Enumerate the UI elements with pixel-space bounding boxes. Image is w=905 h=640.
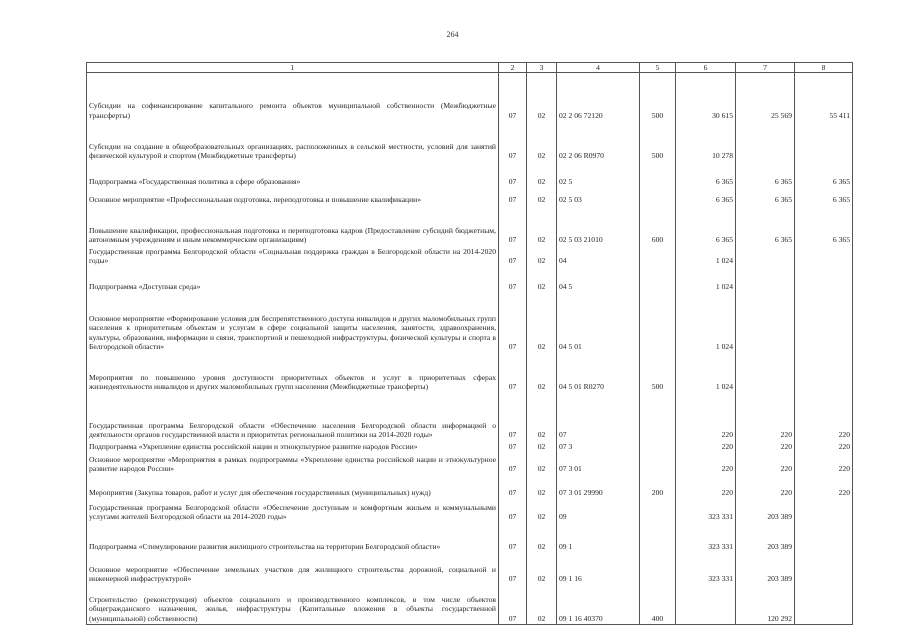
table-row <box>87 246 853 267</box>
amount-2020 <box>795 293 853 353</box>
row-name: Подпрограмма «Доступная среда» <box>87 267 499 293</box>
expense-type-code <box>640 267 676 293</box>
target-article-code: 02 2 06 72120 <box>557 73 640 121</box>
table-body <box>87 73 853 625</box>
amount-2019: 6 365 <box>736 206 795 246</box>
expense-type-code: 400 <box>640 585 676 625</box>
subsection-code: 02 <box>527 162 557 188</box>
target-article-code: 07 3 01 29990 <box>557 475 640 499</box>
row-name: Государственная программа Белгородской области «Социальная поддержка граждан в Белгородской области на 2014-2020 годы» <box>87 246 499 267</box>
section-code: 07 <box>499 246 527 267</box>
section-code: 07 <box>499 162 527 188</box>
subsection-code: 02 <box>527 353 557 393</box>
amount-2018: 6 365 <box>676 162 736 188</box>
target-article-code: 09 <box>557 499 640 523</box>
column-header: 3 <box>527 63 557 73</box>
subsection-code: 02 <box>527 475 557 499</box>
target-article-code: 04 <box>557 246 640 267</box>
column-header: 8 <box>795 63 853 73</box>
subsection-code: 02 <box>527 585 557 625</box>
amount-2020 <box>795 267 853 293</box>
subsection-code: 02 <box>527 393 557 441</box>
table-row <box>87 441 853 453</box>
row-name: Основное мероприятие «Обеспечение земельных участков для жилищного строительства дорожной, социальной и инженерной инфраструктурой» <box>87 553 499 585</box>
row-name: Строительство (реконструкция) объектов социального и производственного комплексов, в том числе объектов общегражданского назначения, жилья, инфраструктуры (Капитальные вложения в объекты государственной (муниципальной) собственности) <box>87 585 499 625</box>
subsection-code: 02 <box>527 121 557 162</box>
column-header: 2 <box>499 63 527 73</box>
amount-2019: 25 569 <box>736 73 795 121</box>
amount-2019: 6 365 <box>736 188 795 206</box>
amount-2019: 203 389 <box>736 553 795 585</box>
expense-type-code <box>640 246 676 267</box>
column-header: 1 <box>87 63 499 73</box>
table-row <box>87 453 853 475</box>
table-row <box>87 73 853 121</box>
row-name: Мероприятия (Закупка товаров, работ и услуг для обеспечения государственных (муниципальных) нужд) <box>87 475 499 499</box>
amount-2020: 55 411 <box>795 73 853 121</box>
amount-2019 <box>736 246 795 267</box>
expense-type-code: 200 <box>640 475 676 499</box>
target-article-code: 04 5 01 R0270 <box>557 353 640 393</box>
expense-type-code <box>640 553 676 585</box>
table-row <box>87 393 853 441</box>
table-row <box>87 499 853 523</box>
amount-2020: 6 365 <box>795 188 853 206</box>
subsection-code: 02 <box>527 553 557 585</box>
target-article-code: 09 1 16 <box>557 553 640 585</box>
subsection-code: 02 <box>527 246 557 267</box>
expense-type-code <box>640 441 676 453</box>
section-code: 07 <box>499 188 527 206</box>
section-code: 07 <box>499 353 527 393</box>
amount-2020 <box>795 121 853 162</box>
table-row <box>87 553 853 585</box>
subsection-code: 02 <box>527 73 557 121</box>
amount-2020: 220 <box>795 453 853 475</box>
expense-type-code <box>640 453 676 475</box>
section-code: 07 <box>499 553 527 585</box>
table-row <box>87 523 853 553</box>
target-article-code: 07 3 <box>557 441 640 453</box>
row-name: Основное мероприятие «Мероприятия в рамках подпрограммы «Укрепление единства российской нации и этнокультурное развитие народов России» <box>87 453 499 475</box>
row-name: Субсидии на создание в общеобразовательных организациях, расположенных в сельской местности, условий для занятий физической культурой и спортом (Межбюджетные трансферты) <box>87 121 499 162</box>
expense-type-code: 500 <box>640 121 676 162</box>
amount-2019 <box>736 353 795 393</box>
table-row <box>87 188 853 206</box>
subsection-code: 02 <box>527 499 557 523</box>
amount-2020: 6 365 <box>795 162 853 188</box>
amount-2018: 220 <box>676 393 736 441</box>
budget-table <box>86 62 853 625</box>
amount-2018: 30 615 <box>676 73 736 121</box>
expense-type-code <box>640 523 676 553</box>
amount-2019: 203 389 <box>736 523 795 553</box>
section-code: 07 <box>499 453 527 475</box>
expense-type-code: 600 <box>640 206 676 246</box>
amount-2020 <box>795 553 853 585</box>
target-article-code: 07 <box>557 393 640 441</box>
target-article-code: 07 3 01 <box>557 453 640 475</box>
amount-2019: 220 <box>736 453 795 475</box>
section-code: 07 <box>499 585 527 625</box>
target-article-code: 02 5 <box>557 162 640 188</box>
expense-type-code <box>640 293 676 353</box>
table-header-row <box>87 63 853 73</box>
page-number: 264 <box>446 30 459 39</box>
amount-2020 <box>795 585 853 625</box>
expense-type-code <box>640 188 676 206</box>
amount-2019: 220 <box>736 475 795 499</box>
row-name: Субсидии на софинансирование капитального ремонта объектов муниципальной собственности (Межбюджетные трансферты) <box>87 73 499 121</box>
table-row <box>87 353 853 393</box>
row-name: Основное мероприятие «Формирование условия для беспрепятственного доступа инвалидов и других маломобильных групп населения к приоритетным объектам и услугам в сфере социальной защиты населения, занятости, здравоохранения, культуры, образования, информации и связи, транспортной и пешеходной инфраструктуры, физической культуры и спорта в Белгородской области» <box>87 293 499 353</box>
row-name: Мероприятия по повышению уровня доступности приоритетных объектов и услуг в приоритетных сферах жизнедеятельности инвалидов и других маломобильных групп населения (Межбюджетные трансферты) <box>87 353 499 393</box>
section-code: 07 <box>499 475 527 499</box>
subsection-code: 02 <box>527 293 557 353</box>
amount-2018: 220 <box>676 441 736 453</box>
amount-2018: 323 331 <box>676 553 736 585</box>
amount-2020 <box>795 523 853 553</box>
amount-2019: 203 389 <box>736 499 795 523</box>
subsection-code: 02 <box>527 267 557 293</box>
column-header: 4 <box>557 63 640 73</box>
amount-2018: 1 024 <box>676 267 736 293</box>
target-article-code: 02 5 03 <box>557 188 640 206</box>
row-name: Подпрограмма «Стимулирование развития жилищного строительства на территории Белгородской области» <box>87 523 499 553</box>
amount-2019 <box>736 267 795 293</box>
amount-2018: 1 024 <box>676 293 736 353</box>
table-row <box>87 206 853 246</box>
section-code: 07 <box>499 73 527 121</box>
column-header: 6 <box>676 63 736 73</box>
row-name: Государственная программа Белгородской области «Обеспечение населения Белгородской области информацией о деятельности органов государственной власти и приоритетах региональной политики на 2014-2020 годы» <box>87 393 499 441</box>
target-article-code: 04 5 <box>557 267 640 293</box>
amount-2018: 220 <box>676 453 736 475</box>
target-article-code: 09 1 <box>557 523 640 553</box>
table-row <box>87 162 853 188</box>
target-article-code: 02 2 06 R0970 <box>557 121 640 162</box>
amount-2019: 220 <box>736 441 795 453</box>
subsection-code: 02 <box>527 206 557 246</box>
table-row <box>87 585 853 625</box>
subsection-code: 02 <box>527 523 557 553</box>
amount-2020 <box>795 246 853 267</box>
target-article-code: 04 5 01 <box>557 293 640 353</box>
amount-2018: 220 <box>676 475 736 499</box>
amount-2019: 6 365 <box>736 162 795 188</box>
target-article-code: 02 5 03 21010 <box>557 206 640 246</box>
subsection-code: 02 <box>527 453 557 475</box>
amount-2018: 1 024 <box>676 353 736 393</box>
subsection-code: 02 <box>527 188 557 206</box>
expense-type-code: 500 <box>640 73 676 121</box>
subsection-code: 02 <box>527 441 557 453</box>
amount-2018: 6 365 <box>676 188 736 206</box>
section-code: 07 <box>499 441 527 453</box>
expense-type-code <box>640 499 676 523</box>
row-name: Подпрограмма «Государственная политика в сфере образования» <box>87 162 499 188</box>
section-code: 07 <box>499 393 527 441</box>
row-name: Государственная программа Белгородской области «Обеспечение доступным и комфортным жильем и коммунальными услугами жителей Белгородской области на 2014-2020 годы» <box>87 499 499 523</box>
amount-2018: 10 278 <box>676 121 736 162</box>
amount-2018: 6 365 <box>676 206 736 246</box>
amount-2018: 323 331 <box>676 499 736 523</box>
amount-2020 <box>795 499 853 523</box>
expense-type-code <box>640 393 676 441</box>
amount-2019: 220 <box>736 393 795 441</box>
amount-2019 <box>736 121 795 162</box>
column-header: 7 <box>736 63 795 73</box>
section-code: 07 <box>499 523 527 553</box>
expense-type-code: 500 <box>640 353 676 393</box>
amount-2020: 220 <box>795 475 853 499</box>
section-code: 07 <box>499 206 527 246</box>
table-row <box>87 475 853 499</box>
table-row <box>87 293 853 353</box>
amount-2019 <box>736 293 795 353</box>
amount-2018: 323 331 <box>676 523 736 553</box>
amount-2020: 220 <box>795 441 853 453</box>
section-code: 07 <box>499 293 527 353</box>
column-header: 5 <box>640 63 676 73</box>
section-code: 07 <box>499 267 527 293</box>
expense-type-code <box>640 162 676 188</box>
section-code: 07 <box>499 121 527 162</box>
table-row <box>87 267 853 293</box>
row-name: Повышение квалификации, профессиональная подготовка и переподготовка кадров (Предоставление субсидий бюджетным, автономным учреждениям и иным некоммерческим организациям) <box>87 206 499 246</box>
table-row <box>87 121 853 162</box>
amount-2019: 120 292 <box>736 585 795 625</box>
amount-2020: 6 365 <box>795 206 853 246</box>
amount-2018: 1 024 <box>676 246 736 267</box>
row-name: Подпрограмма «Укрепление единства российской нации и этнокультурное развитие народов России» <box>87 441 499 453</box>
target-article-code: 09 1 16 40370 <box>557 585 640 625</box>
amount-2020: 220 <box>795 393 853 441</box>
amount-2018 <box>676 585 736 625</box>
row-name: Основное мероприятие «Профессиональная подготовка, переподготовка и повышение квалификации» <box>87 188 499 206</box>
section-code: 07 <box>499 499 527 523</box>
amount-2020 <box>795 353 853 393</box>
